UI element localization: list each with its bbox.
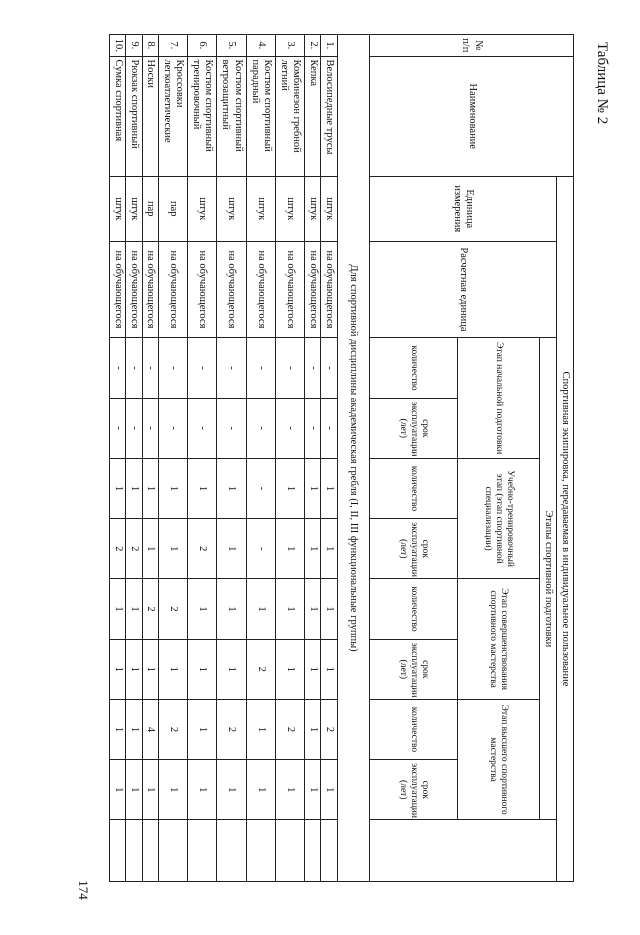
row-name: Рюкзак спортивный (126, 56, 142, 177)
row-value: 1 (305, 699, 321, 759)
sub-qty-3: количество (370, 579, 458, 639)
row-value: 1 (217, 579, 246, 639)
row-value: 1 (217, 760, 246, 820)
row-value: 1 (275, 458, 304, 518)
equipment-table (109, 34, 574, 882)
row-value: 1 (110, 579, 126, 639)
row-value: 2 (188, 519, 217, 579)
row-value: 1 (217, 519, 246, 579)
row-value: 1 (321, 458, 337, 518)
sub-term-1: срок эксплуатации (лет) (370, 398, 458, 458)
row-value: 2 (158, 699, 187, 759)
row-value: - (142, 398, 158, 458)
row-value: 2 (275, 699, 304, 759)
row-value: 1 (188, 639, 217, 699)
row-value: 1 (305, 458, 321, 518)
row-calc-unit: на обучающегося (275, 241, 304, 338)
sub-qty-1: количество (370, 338, 458, 398)
row-value: 1 (158, 760, 187, 820)
table-row (142, 35, 158, 882)
row-value: - (188, 398, 217, 458)
row-value: 1 (158, 519, 187, 579)
row-value: 2 (126, 519, 142, 579)
row-name: Комбинезон гребной летний (275, 56, 304, 177)
row-value: 1 (126, 639, 142, 699)
row-number: 7. (158, 35, 187, 57)
row-empty-cell (275, 820, 304, 882)
row-number: 1. (321, 35, 337, 57)
row-value: 1 (126, 579, 142, 639)
row-name: Костюм спортивный ветрозащитный (217, 56, 246, 177)
row-value: - (126, 398, 142, 458)
row-value: 1 (305, 639, 321, 699)
row-value: 1 (275, 519, 304, 579)
row-value: 2 (321, 699, 337, 759)
row-value: - (275, 338, 304, 398)
row-value: - (305, 338, 321, 398)
row-value: 1 (246, 699, 275, 759)
row-value: 2 (110, 519, 126, 579)
row-value: 1 (142, 639, 158, 699)
row-value: 1 (110, 639, 126, 699)
row-value: 1 (158, 639, 187, 699)
row-value: 1 (110, 458, 126, 518)
row-empty-cell (126, 820, 142, 882)
row-unit: штук (321, 177, 337, 242)
stage-header-training: Учебно-тренировочный этап (этап спортивной специализации) (458, 458, 540, 579)
stage-header-improvement: Этап совершенствования спортивного мастерства (458, 579, 540, 700)
row-name: Носки (142, 56, 158, 177)
row-value: 1 (158, 458, 187, 518)
row-calc-unit: на обучающегося (110, 241, 126, 338)
table-row (158, 35, 187, 882)
row-empty-cell (158, 820, 187, 882)
row-value: 1 (126, 699, 142, 759)
row-value: 1 (188, 760, 217, 820)
row-empty-cell (321, 820, 337, 882)
col-num-header: № п/п (370, 35, 574, 57)
row-value: 2 (246, 639, 275, 699)
row-calc-unit: на обучающегося (126, 241, 142, 338)
row-unit: штук (110, 177, 126, 242)
row-value: 1 (142, 458, 158, 518)
table-row (321, 35, 337, 882)
table-row (246, 35, 275, 882)
row-unit: штук (305, 177, 321, 242)
row-value: 1 (188, 579, 217, 639)
row-value: 1 (126, 760, 142, 820)
row-value: - (110, 398, 126, 458)
row-value: - (217, 398, 246, 458)
row-value: - (246, 338, 275, 398)
row-value: 2 (158, 579, 187, 639)
row-calc-unit: на обучающегося (305, 241, 321, 338)
row-name: Костюм спортивный тренировочный (188, 56, 217, 177)
table-label: Таблица № 2 (594, 42, 610, 125)
row-value: 1 (321, 519, 337, 579)
row-unit: пар (142, 177, 158, 242)
table-row (126, 35, 142, 882)
row-value: - (217, 338, 246, 398)
sub-qty-2: количество (370, 458, 458, 518)
row-value: - (321, 398, 337, 458)
row-value: 1 (321, 760, 337, 820)
table-row (217, 35, 246, 882)
table-row (110, 35, 126, 882)
table-row (275, 35, 304, 882)
page-number: 174 (76, 880, 91, 900)
row-number: 4. (246, 35, 275, 57)
row-value: - (126, 338, 142, 398)
row-name: Кепка (305, 56, 321, 177)
row-value: 1 (246, 760, 275, 820)
row-unit: штук (217, 177, 246, 242)
equipment-table-frame (109, 34, 574, 882)
row-value: 1 (321, 639, 337, 699)
row-value: - (158, 398, 187, 458)
sub-qty-4: количество (370, 699, 458, 759)
row-value: - (246, 519, 275, 579)
row-value: 1 (275, 760, 304, 820)
col-unit-header: Единица измерения (370, 177, 557, 242)
row-name: Велосипедные трусы (321, 56, 337, 177)
row-empty-cell (217, 820, 246, 882)
row-value: 1 (305, 579, 321, 639)
row-value: 1 (142, 519, 158, 579)
row-value: 1 (188, 458, 217, 518)
row-number: 10. (110, 35, 126, 57)
row-value: 1 (142, 760, 158, 820)
row-value: 1 (275, 579, 304, 639)
row-name: Кроссовки легкоатлетические (158, 56, 187, 177)
table-row (188, 35, 217, 882)
sub-term-4: срок эксплуатации (лет) (370, 760, 458, 820)
row-number: 2. (305, 35, 321, 57)
equipment-table-rotated (109, 34, 574, 882)
row-unit: штук (246, 177, 275, 242)
row-value: 1 (321, 579, 337, 639)
row-value: 1 (217, 458, 246, 518)
row-unit: штук (275, 177, 304, 242)
row-value: - (321, 338, 337, 398)
row-value: - (246, 398, 275, 458)
row-number: 3. (275, 35, 304, 57)
row-value: - (246, 458, 275, 518)
row-calc-unit: на обучающегося (142, 241, 158, 338)
row-value: 2 (217, 699, 246, 759)
col-name-header: Наименование (370, 56, 574, 177)
row-value: - (275, 398, 304, 458)
row-empty-cell (110, 820, 126, 882)
row-empty-cell (246, 820, 275, 882)
stage-header-initial: Этап начальной подготовки (458, 338, 540, 459)
stages-header: Этапы спортивной подготовки (540, 338, 557, 820)
row-value: - (142, 338, 158, 398)
row-value: 1 (126, 458, 142, 518)
row-number: 8. (142, 35, 158, 57)
row-value: 1 (305, 760, 321, 820)
row-calc-unit: на обучающегося (217, 241, 246, 338)
row-calc-unit: на обучающегося (246, 241, 275, 338)
row-value: 2 (142, 579, 158, 639)
stage-header-highest: Этап высшего спортивного мастерства (458, 699, 540, 820)
table-body (110, 35, 338, 882)
row-value: - (158, 338, 187, 398)
row-unit: штук (188, 177, 217, 242)
row-value: - (110, 338, 126, 398)
table-row (305, 35, 321, 882)
row-name: Костюм спортивный парадный (246, 56, 275, 177)
row-name: Сумка спортивная (110, 56, 126, 177)
sub-term-2: срок эксплуатации (лет) (370, 519, 458, 579)
row-value: 1 (305, 519, 321, 579)
row-value: 1 (110, 699, 126, 759)
row-value: 1 (110, 760, 126, 820)
empty-header-cell (370, 820, 557, 882)
row-unit: штук (126, 177, 142, 242)
row-calc-unit: на обучающегося (158, 241, 187, 338)
row-value: - (188, 338, 217, 398)
row-number: 9. (126, 35, 142, 57)
row-value: 4 (142, 699, 158, 759)
row-empty-cell (188, 820, 217, 882)
row-number: 5. (217, 35, 246, 57)
row-value: - (305, 398, 321, 458)
row-calc-unit: на обучающегося (188, 241, 217, 338)
col-calc-header: Расчетная единица (370, 241, 557, 338)
row-unit: пар (158, 177, 187, 242)
row-empty-cell (305, 820, 321, 882)
sub-term-3: срок эксплуатации (лет) (370, 639, 458, 699)
row-value: 1 (188, 699, 217, 759)
row-number: 6. (188, 35, 217, 57)
row-value: 1 (275, 639, 304, 699)
row-empty-cell (142, 820, 158, 882)
section-row: Для спортивной дисциплины академическая гребля (I, II, III функциональные группы) (337, 35, 369, 882)
row-value: 1 (217, 639, 246, 699)
row-calc-unit: на обучающегося (321, 241, 337, 338)
row-value: 1 (246, 579, 275, 639)
main-header: Спортивная экипировка, передаваемая в индивидуальное пользование (557, 177, 574, 882)
